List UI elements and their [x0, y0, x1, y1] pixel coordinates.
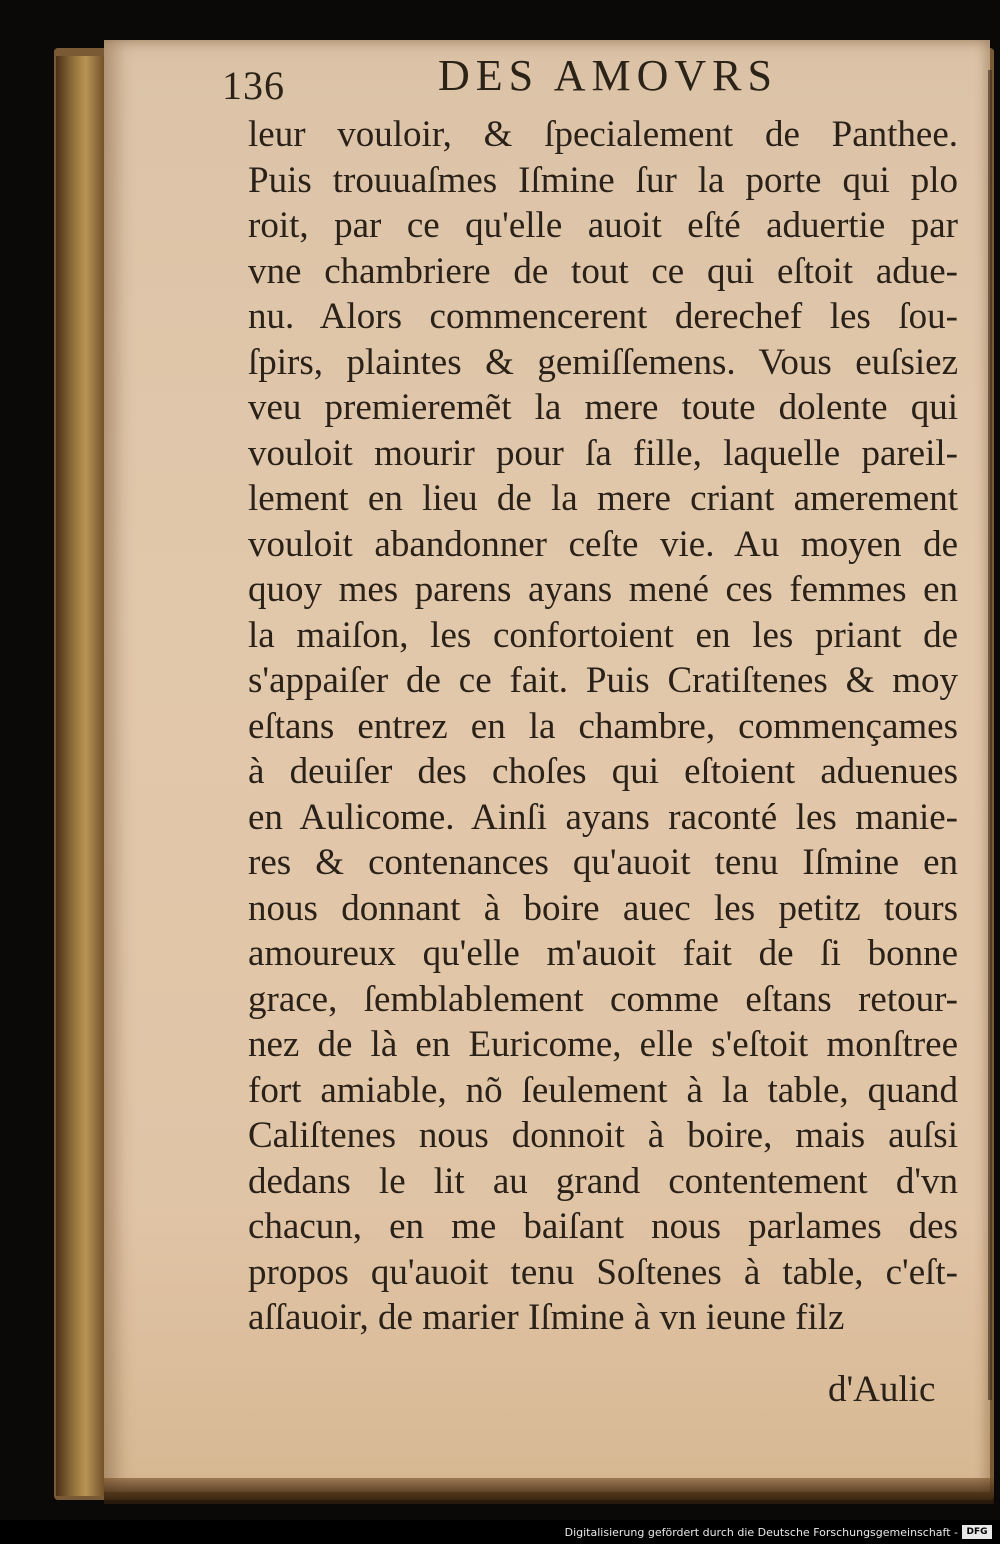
text-line: s'appaiſer de ce fait. Puis Cratiſtenes & moy: [248, 660, 958, 701]
text-line: dedans le lit au grand contentement d'vn: [248, 1160, 958, 1202]
text-line: ſpirs, plaintes & gemiſſemens. Vous euſsiez: [248, 341, 958, 383]
text-line: à deuiſer des choſes qui eſtoient aduenues: [248, 751, 958, 792]
running-head: DES AMOVRS: [438, 51, 778, 100]
text-line: nu. Alors commencerent derechef les ſou-: [248, 296, 958, 337]
funding-credit: Digitalisierung gefördert durch die Deutsche Forschungsgemeinschaft -: [564, 1526, 958, 1539]
text-line: lement en lieu de la mere criant amerement: [248, 478, 958, 519]
text-line: leur vouloir, & ſpecialement de Panthee.: [248, 114, 958, 155]
adjacent-page-edge: [988, 70, 992, 1400]
dfg-logo: DFG: [962, 1525, 992, 1539]
text-line: la maiſon, les confortoient en les priant de: [248, 614, 958, 656]
text-line: vne chambriere de tout ce qui eſtoit adue-: [248, 250, 958, 292]
text-line: Caliſtenes nous donnoit à boire, mais auſsi: [248, 1115, 958, 1156]
text-line: vouloit mourir pour ſa fille, laquelle pareil-: [248, 432, 958, 474]
text-line: veu premieremẽt la mere toute dolente qui: [248, 387, 958, 428]
text-line: Puis trouuaſmes Iſmine ſur la porte qui plo: [248, 159, 958, 201]
text-line: eſtans entrez en la chambre, commençames: [248, 705, 958, 747]
text-line: en Aulicome. Ainſi ayans raconté les manie-: [248, 796, 958, 838]
text-line: amoureux qu'elle m'auoit fait de ſi bonne: [248, 933, 958, 974]
page-number: 136: [222, 63, 285, 108]
catchword: d'Aulic: [828, 1369, 936, 1410]
text-line: res & contenances qu'auoit tenu Iſmine en: [248, 842, 958, 883]
text-line: propos qu'auoit tenu Soſtenes à table, c'eſt-: [248, 1251, 958, 1293]
body-text: [248, 112, 958, 1341]
text-line: aſſauoir, de marier Iſmine à vn ieune filz: [248, 1297, 845, 1338]
text-line: grace, ſemblablement comme eſtans retour-: [248, 978, 958, 1020]
text-line: quoy mes parens ayans mené ces femmes en: [248, 569, 958, 610]
text-line: nez de là en Euricome, elle s'eſtoit monſtree: [248, 1024, 958, 1065]
page-bottom-shadow: [104, 1478, 994, 1504]
text-line: roit, par ce qu'elle auoit eſté aduertie par: [248, 205, 958, 246]
text-line: fort amiable, nõ ſeulement à la table, quand: [248, 1069, 958, 1111]
text-line: chacun, en me baiſant nous parlames des: [248, 1206, 958, 1247]
gilt-page-edge: [56, 56, 106, 1496]
text-line: vouloit abandonner ceſte vie. Au moyen de: [248, 523, 958, 565]
text-line: nous donnant à boire auec les petitz tours: [248, 887, 958, 929]
